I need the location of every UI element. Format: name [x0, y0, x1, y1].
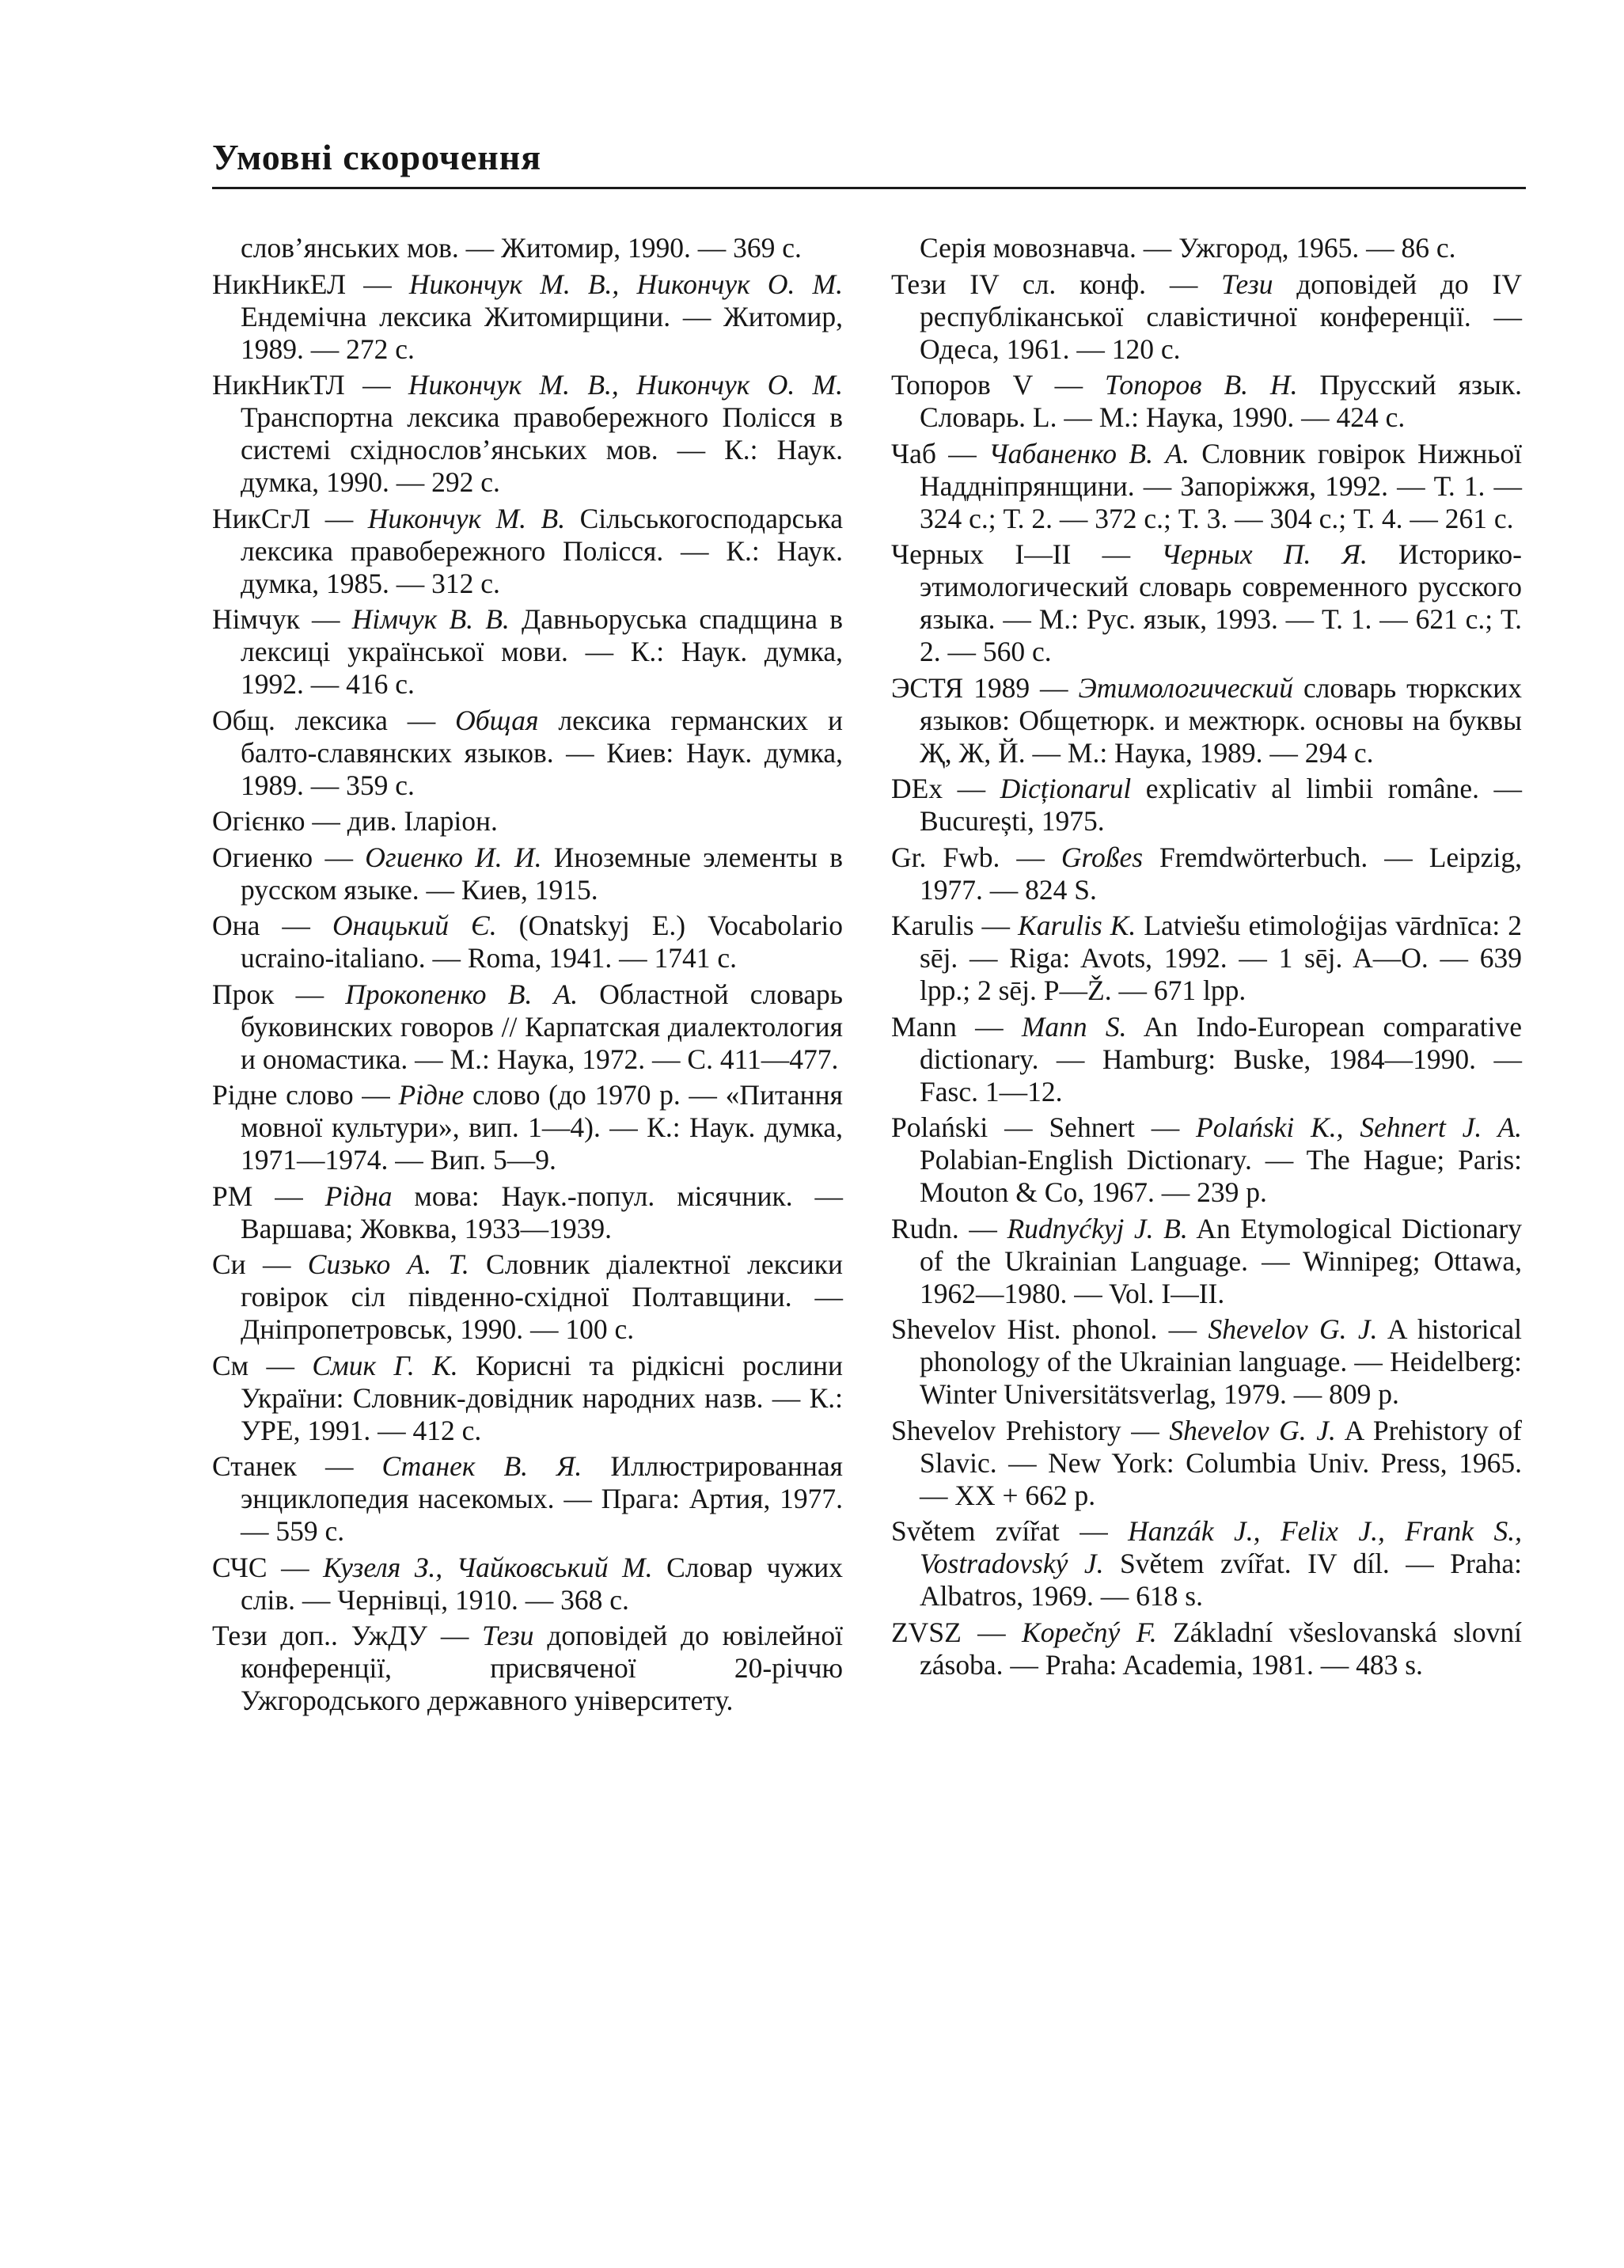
entry-abbreviation: Огиенко — [212, 841, 313, 873]
entry-author: Общая — [455, 704, 539, 736]
entry-abbreviation: Karulis — [891, 910, 974, 941]
entry-dash: — — [973, 910, 1019, 941]
entry-dash: — — [427, 1620, 483, 1651]
entry-abbreviation: Топоров V — [891, 369, 1033, 401]
entry-abbreviation: РМ — [212, 1180, 253, 1212]
entry-dash: — — [1059, 1515, 1129, 1547]
entry-dash: — — [1030, 671, 1079, 704]
abbreviation-entry — [212, 1180, 843, 1245]
entry-author: Никончук М. В., Никончук О. М. — [408, 268, 843, 300]
entry-dash: — — [274, 978, 346, 1010]
entry-text: див. Іларіон. — [347, 805, 498, 837]
entry-abbreviation: СЧС — [212, 1551, 268, 1583]
right-column — [891, 232, 1522, 1685]
entry-abbreviation: Німчук — [212, 603, 300, 635]
abbreviation-entry — [891, 538, 1522, 668]
entry-author: Großes — [1061, 841, 1144, 873]
abbreviation-entry — [891, 438, 1522, 535]
entry-abbreviation: ZVSZ — [891, 1616, 962, 1648]
abbreviation-entry — [891, 1111, 1522, 1209]
entry-author: Кузеля З., Чайковський М. — [323, 1551, 653, 1583]
entry-dash: — — [305, 805, 347, 837]
entry-author: Прокопенко В. А. — [345, 978, 579, 1010]
entry-abbreviation: НикНикЕЛ — [212, 268, 347, 300]
entry-dash: — — [353, 1079, 399, 1111]
abbreviation-entry — [212, 705, 843, 802]
entry-abbreviation: НикСгЛ — [212, 502, 311, 534]
entry-text: лексика германских и балто-славянских языков. — Киев: Наук. думка, 1989. — 359 с. — [241, 704, 843, 801]
abbreviation-entry — [891, 1011, 1522, 1108]
entry-text: Základní všeslovanská slovní zásoba. — Praha: Academia, 1981. — 483 s. — [920, 1616, 1523, 1681]
entry-text: Прусский язык. Словарь. L. — М.: Наука, 1990. — 424 с. — [920, 369, 1522, 433]
entry-dash: — — [260, 910, 332, 941]
entry-text: Latviešu etimoloģijas vārdnīca: 2 sēj. — Riga: Avots, 1992. — 1 sēj. A—O. — 639 lpp.; 2 sēj. P—Ž. — 671 lpp. — [920, 910, 1522, 1006]
abbreviation-entry — [891, 232, 1522, 264]
page-title: Умовні скорочення — [212, 137, 542, 177]
entry-abbreviation: Она — [212, 910, 260, 941]
entry-text: слов’янських мов. — Житомир, 1990. — 369 с. — [241, 232, 802, 264]
entry-dash: — — [956, 1010, 1022, 1043]
entry-abbreviation: Огієнко — [212, 805, 305, 837]
entry-text: Иллюстрированная энциклопедия насекомых. — Прага: Артия, 1977. — 559 с. — [241, 1450, 843, 1547]
entry-author: Онацький Є. — [332, 910, 497, 941]
entry-abbreviation: Прок — [212, 978, 275, 1010]
entry-abbreviation: Тези доп.. УжДУ — [212, 1620, 428, 1651]
entry-dash: — — [267, 1551, 324, 1583]
abbreviation-entry — [891, 1415, 1522, 1512]
entry-abbreviation: DEx — [891, 773, 943, 804]
entry-abbreviation: Mann — [891, 1010, 957, 1043]
abbreviation-entry — [212, 369, 843, 499]
entry-abbreviation: См — [212, 1349, 249, 1381]
entry-author: Mann S. — [1021, 1010, 1127, 1043]
abbreviation-entry — [891, 1616, 1522, 1681]
abbreviation-entry — [212, 1079, 843, 1176]
entry-dash: — — [313, 841, 366, 873]
entry-author: Німчук В. В. — [351, 603, 510, 635]
entry-author: Karulis K. — [1018, 910, 1136, 941]
abbreviation-entry — [891, 1515, 1522, 1613]
entry-author: Polański K., Sehnert J. A. — [1196, 1111, 1523, 1143]
entry-dash: — — [1032, 369, 1105, 401]
entry-abbreviation: Světem zvířat — [891, 1515, 1060, 1547]
abbreviation-entry — [212, 503, 843, 600]
entry-author: Никончук М. В. — [367, 502, 566, 534]
entry-text: слово (до 1970 р. — «Питання мовної культури», вип. 1—4). — К.: Наук. думка, 1971—1974. — Вип. 5—9. — [241, 1079, 843, 1176]
entry-dash: — — [245, 1248, 308, 1280]
entry-text: Ендемічна лексика Житомирщини. — Житомир, 1989. — 272 с. — [241, 300, 843, 365]
abbreviation-entry — [891, 268, 1522, 366]
entry-text: An Indo-European comparative dictionary. — Hamburg: Buske, 1984—1990. — Fasc. 1—12. — [920, 1010, 1522, 1107]
entry-abbreviation: Общ. лексика — [212, 704, 388, 736]
abbreviation-entry — [891, 1313, 1522, 1411]
entry-dash: — — [299, 603, 352, 635]
entry-abbreviation: Рідне слово — [212, 1079, 354, 1111]
abbreviation-entry — [891, 369, 1522, 434]
entry-abbreviation: НикНикТЛ — [212, 369, 345, 401]
abbreviation-entry — [212, 1552, 843, 1616]
entry-text: Серія мовознавча. — Ужгород, 1965. — 86 с. — [920, 232, 1456, 264]
entry-author: Топоров В. Н. — [1104, 369, 1298, 401]
entry-text: Словник говірок Нижньої Наддніпрянщини. — Запоріжжя, 1992. — Т. 1. — 324 с.; Т. 2. — 372 с.; Т. 3. — 304 с.; Т. 4. — 261 с. — [920, 437, 1523, 534]
entry-dash: — — [296, 1450, 382, 1482]
abbreviation-entry — [891, 1213, 1522, 1310]
entry-abbreviation: Станек — [212, 1450, 297, 1482]
entry-author: Kopečný F. — [1022, 1616, 1157, 1648]
entry-dash: — — [1000, 841, 1061, 873]
entry-text: Polabian-English Dictionary. — The Hague; Paris: Mouton & Co, 1967. — 239 p. — [920, 1144, 1522, 1208]
entry-author: Hanzák J., Felix J., Frank S., Vostradovský J. — [920, 1515, 1523, 1579]
abbreviation-entry — [212, 1248, 843, 1346]
entry-dash: — — [958, 1212, 1007, 1244]
entry-text: An Etymological Dictionary of the Ukrainian Language. — Winnipeg; Ottawa, 1962—1980. — Vol. I—II. — [920, 1212, 1522, 1309]
abbreviation-entry — [212, 232, 843, 264]
entry-abbreviation: Polański — Sehnert — [891, 1111, 1135, 1143]
entry-text: Словник діалектної лексики говірок сіл південно-східної Полтавщини. — Дніпропетровськ, 1990. — 100 с. — [241, 1248, 843, 1345]
entry-text: Světem zvířat. IV díl. — Praha: Albatros, 1969. — 618 s. — [920, 1548, 1522, 1612]
abbreviation-entry — [891, 841, 1522, 906]
entry-text: Словар чужих слів. — Чернівці, 1910. — 368 с. — [241, 1551, 844, 1616]
abbreviation-entry — [212, 841, 843, 906]
entry-author: Станек В. Я. — [381, 1450, 582, 1482]
entry-dash: — — [1121, 1414, 1170, 1446]
entry-author: Shevelov G. J. — [1208, 1313, 1378, 1345]
entry-abbreviation: Тези IV сл. конф. — [891, 268, 1147, 300]
entry-author: Рідна — [324, 1180, 393, 1212]
abbreviation-entry — [212, 805, 843, 838]
entry-text: Областной словарь буковинских говоров // Карпатская диалектология и ономастика. — М.: Наука, 1972. — С. 411—477. — [241, 978, 843, 1075]
abbreviation-entry — [212, 1450, 843, 1548]
abbreviation-entry — [212, 910, 843, 974]
entry-abbreviation: Rudn. — [891, 1212, 959, 1244]
entry-dash: — — [387, 704, 456, 736]
entry-author: Тези — [482, 1620, 534, 1651]
entry-abbreviation: Shevelov Hist. phonol. — [891, 1313, 1158, 1345]
entry-author: Смик Г. К. — [312, 1349, 458, 1381]
entry-abbreviation: Черных I—II — [891, 538, 1072, 570]
entry-author: Shevelov G. J. — [1169, 1414, 1336, 1446]
entry-text: Сільськогосподарська лексика правобережного Полісся. — К.: Наук. думка, 1985. — 312 с. — [241, 502, 843, 599]
entry-text: словарь тюркских языков: Общетюрк. и межтюрк. основы на буквы Җ, Ж, Й. — М.: Наука, 1989. — 294 с. — [920, 671, 1523, 769]
entry-dash: — — [249, 1349, 313, 1381]
abbreviation-entry — [212, 1620, 843, 1717]
entry-abbreviation: ЭСТЯ 1989 — [891, 671, 1030, 704]
entry-text: A historical phonology of the Ukrainian language. — Heidelberg: Winter Universitätsverlag, 1979. — 809 p. — [920, 1313, 1522, 1410]
entry-text: доповідей до ювілейної конференції, присвяченої 20-річчю Ужгородського державного університету. — [241, 1620, 843, 1716]
entry-author: Никончук М. В., Никончук О. М. — [408, 369, 843, 401]
entry-dash: — — [1071, 538, 1162, 570]
abbreviation-entry — [212, 268, 843, 366]
entry-author: Огиенко И. И. — [365, 841, 542, 873]
entry-text: доповідей до IV республіканської славістичної конференції. — Одеса, 1961. — 120 с. — [920, 268, 1523, 365]
entry-dash: — — [935, 437, 989, 469]
entry-dash: — — [1146, 268, 1222, 300]
entry-abbreviation: Чаб — [891, 437, 936, 469]
abbreviation-entry — [891, 672, 1522, 769]
entry-dash: — — [252, 1180, 325, 1212]
entry-dash: — — [344, 369, 408, 401]
abbreviation-entry — [891, 910, 1522, 1007]
entry-author: Чабаненко В. А. — [988, 437, 1190, 469]
entry-dash: — — [1157, 1313, 1209, 1345]
entry-author: Rudnyćkyj J. B. — [1007, 1212, 1188, 1244]
entry-dash: — — [961, 1616, 1023, 1648]
entry-text: Давньоруська спадщина в лексиці української мови. — К.: Наук. думка, 1992. — 416 с. — [241, 603, 844, 700]
abbreviation-entry — [212, 1350, 843, 1447]
entry-text: Иноземные элементы в русском языке. — Киев, 1915. — [241, 841, 843, 906]
header-rule — [212, 187, 1526, 189]
entry-dash: — — [346, 268, 409, 300]
entry-text: Корисні та рідкісні рослини України: Словник-довідник народних назв. — К.: УРЕ, 1991. — 412 с. — [241, 1349, 843, 1446]
entry-author: Черных П. Я. — [1161, 538, 1368, 570]
entry-dash: — — [310, 502, 368, 534]
entry-author: Тези — [1221, 268, 1273, 300]
entry-text: explicativ al limbii române. — București, 1975. — [920, 773, 1523, 837]
entry-abbreviation: Gr. Fwb. — [891, 841, 1000, 873]
entry-dash: — — [1134, 1111, 1197, 1143]
entry-text: Fremdwörterbuch. — Leipzig, 1977. — 824 S. — [920, 841, 1523, 906]
entry-author: Этимологический — [1078, 671, 1293, 704]
abbreviation-entry — [212, 978, 843, 1076]
entry-abbreviation: Си — [212, 1248, 246, 1280]
entry-text: Транспортна лексика правобережного Полісся в системі східнослов’янських мов. — К.: Наук. думка, 1990. — 292 с. — [241, 401, 843, 498]
left-column — [212, 232, 843, 1721]
entry-author: Dicționarul — [1000, 773, 1132, 804]
entry-text: Историко-этимологический словарь современного русского языка. — М.: Рус. язык, 1993. — Т. 1. — 621 с.; Т. 2. — 560 с. — [920, 538, 1522, 667]
entry-text: A Prehistory of Slavic. — New York: Columbia Univ. Press, 1965. — XX + 662 p. — [920, 1414, 1522, 1511]
entry-author: Рідне — [398, 1079, 465, 1111]
entry-abbreviation: Shevelov Prehistory — [891, 1414, 1121, 1446]
entry-dash: — — [943, 773, 1000, 804]
entry-text: мова: Наук.-попул. місячник. — Варшава; Жовква, 1933—1939. — [241, 1180, 843, 1244]
entry-author: Сизько А. Т. — [307, 1248, 469, 1280]
abbreviation-entry — [891, 773, 1522, 838]
abbreviation-entry — [212, 603, 843, 701]
entry-text: (Onatskyj E.) Vocabolario ucraino-italiano. — Roma, 1941. — 1741 с. — [241, 910, 843, 974]
